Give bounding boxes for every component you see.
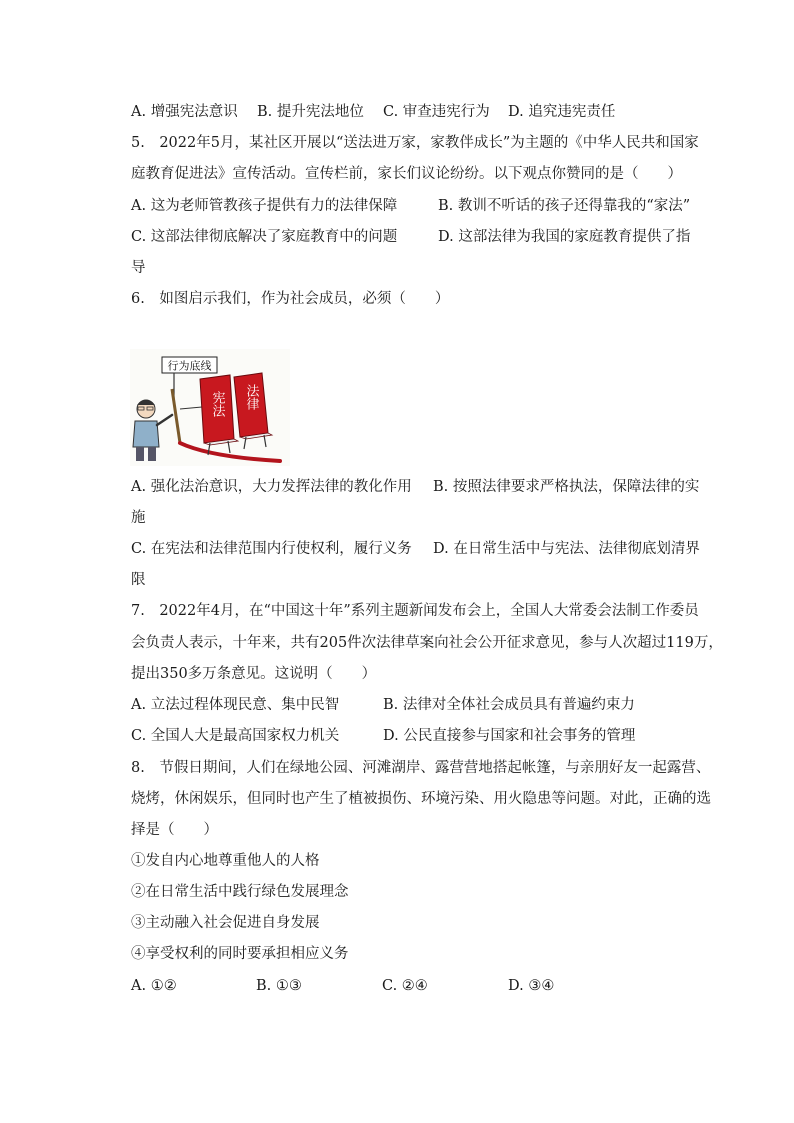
q5-option-c[interactable]: C. 这部法律彻底解决了家庭教育中的问题	[131, 229, 398, 245]
book2-label: 法律	[243, 384, 259, 410]
q5-stem-line1: 5. 2022年5月，某社区开展以“送法进万家，家教伴成长”为主题的《中华人民共和国家	[131, 135, 699, 151]
q8-stem-line1: 8. 节假日期间，人们在绿地公园、河滩湖岸、露营营地搭起帐篷，与亲朋好友一起露营、	[131, 760, 711, 776]
q6-option-d[interactable]: D. 在日常生活中与宪法、法律彻底划清界	[433, 541, 700, 557]
q7-option-d[interactable]: D. 公民直接参与国家和社会事务的管理	[383, 728, 636, 744]
q5-option-d-continued: 导	[131, 260, 146, 276]
q5-option-b[interactable]: B. 教训不听话的孩子还得靠我的“家法”	[438, 198, 691, 214]
q7-stem-line2: 会负责人表示，十年来，共有205件次法律草案向社会公开征求意见，参与人次超过119万，	[131, 635, 723, 651]
q4-option-b[interactable]: B. 提升宪法地位	[257, 104, 364, 120]
q7-stem-line3: 提出350多万条意见。这说明（ ）	[131, 666, 377, 682]
q8-statement-2: ②在日常生活中践行绿色发展理念	[131, 884, 349, 900]
q7-option-b[interactable]: B. 法律对全体社会成员具有普遍约束力	[383, 697, 635, 713]
q8-option-d[interactable]: D. ③④	[508, 978, 555, 994]
q8-statement-4: ④享受权利的同时要承担相应义务	[131, 946, 349, 962]
q4-option-a[interactable]: A. 增强宪法意识	[131, 104, 238, 120]
q8-statement-1: ①发自内心地尊重他人的人格	[131, 853, 320, 869]
q8-option-b[interactable]: B. ①③	[256, 978, 302, 994]
q6-option-b[interactable]: B. 按照法律要求严格执法，保障法律的实	[433, 479, 700, 495]
q6-stem: 6. 如图启示我们，作为社会成员，必须（ ）	[131, 291, 450, 307]
q4-option-c[interactable]: C. 审查违宪行为	[383, 104, 490, 120]
q7-option-c[interactable]: C. 全国人大是最高国家权力机关	[131, 728, 340, 744]
sign-text: 行为底线	[167, 359, 212, 373]
q5-option-d[interactable]: D. 这部法律为我国的家庭教育提供了指	[438, 229, 691, 245]
q6-option-c[interactable]: C. 在宪法和法律范围内行使权利，履行义务	[131, 541, 412, 557]
q6-option-d-continued: 限	[131, 572, 146, 588]
q6-option-a[interactable]: A. 强化法治意识，大力发挥法律的教化作用	[131, 479, 412, 495]
q8-statement-3: ③主动融入社会促进自身发展	[131, 915, 320, 931]
q6-cartoon-figure	[130, 349, 290, 466]
q4-option-d[interactable]: D. 追究违宪责任	[508, 104, 616, 120]
q7-option-a[interactable]: A. 立法过程体现民意、集中民智	[131, 697, 340, 713]
q6-option-b-continued: 施	[131, 510, 146, 526]
book1-label: 宪法	[209, 391, 225, 417]
q5-option-a[interactable]: A. 这为老师管教孩子提供有力的法律保障	[131, 198, 398, 214]
q7-stem-line1: 7. 2022年4月，在“中国这十年”系列主题新闻发布会上，全国人大常委会法制工作委员	[131, 603, 699, 619]
q5-stem-line2: 庭教育促进法》宣传活动。宣传栏前，家长们议论纷纷。以下观点你赞同的是（ ）	[131, 166, 682, 182]
q8-option-c[interactable]: C. ②④	[382, 978, 428, 994]
q8-option-a[interactable]: A. ①②	[131, 978, 177, 994]
q8-stem-line3: 择是（ ）	[131, 822, 218, 838]
q8-stem-line2: 烧烤，休闲娱乐，但同时也产生了植被损伤、环境污染、用火隐患等问题。对此，正确的选	[131, 791, 711, 807]
